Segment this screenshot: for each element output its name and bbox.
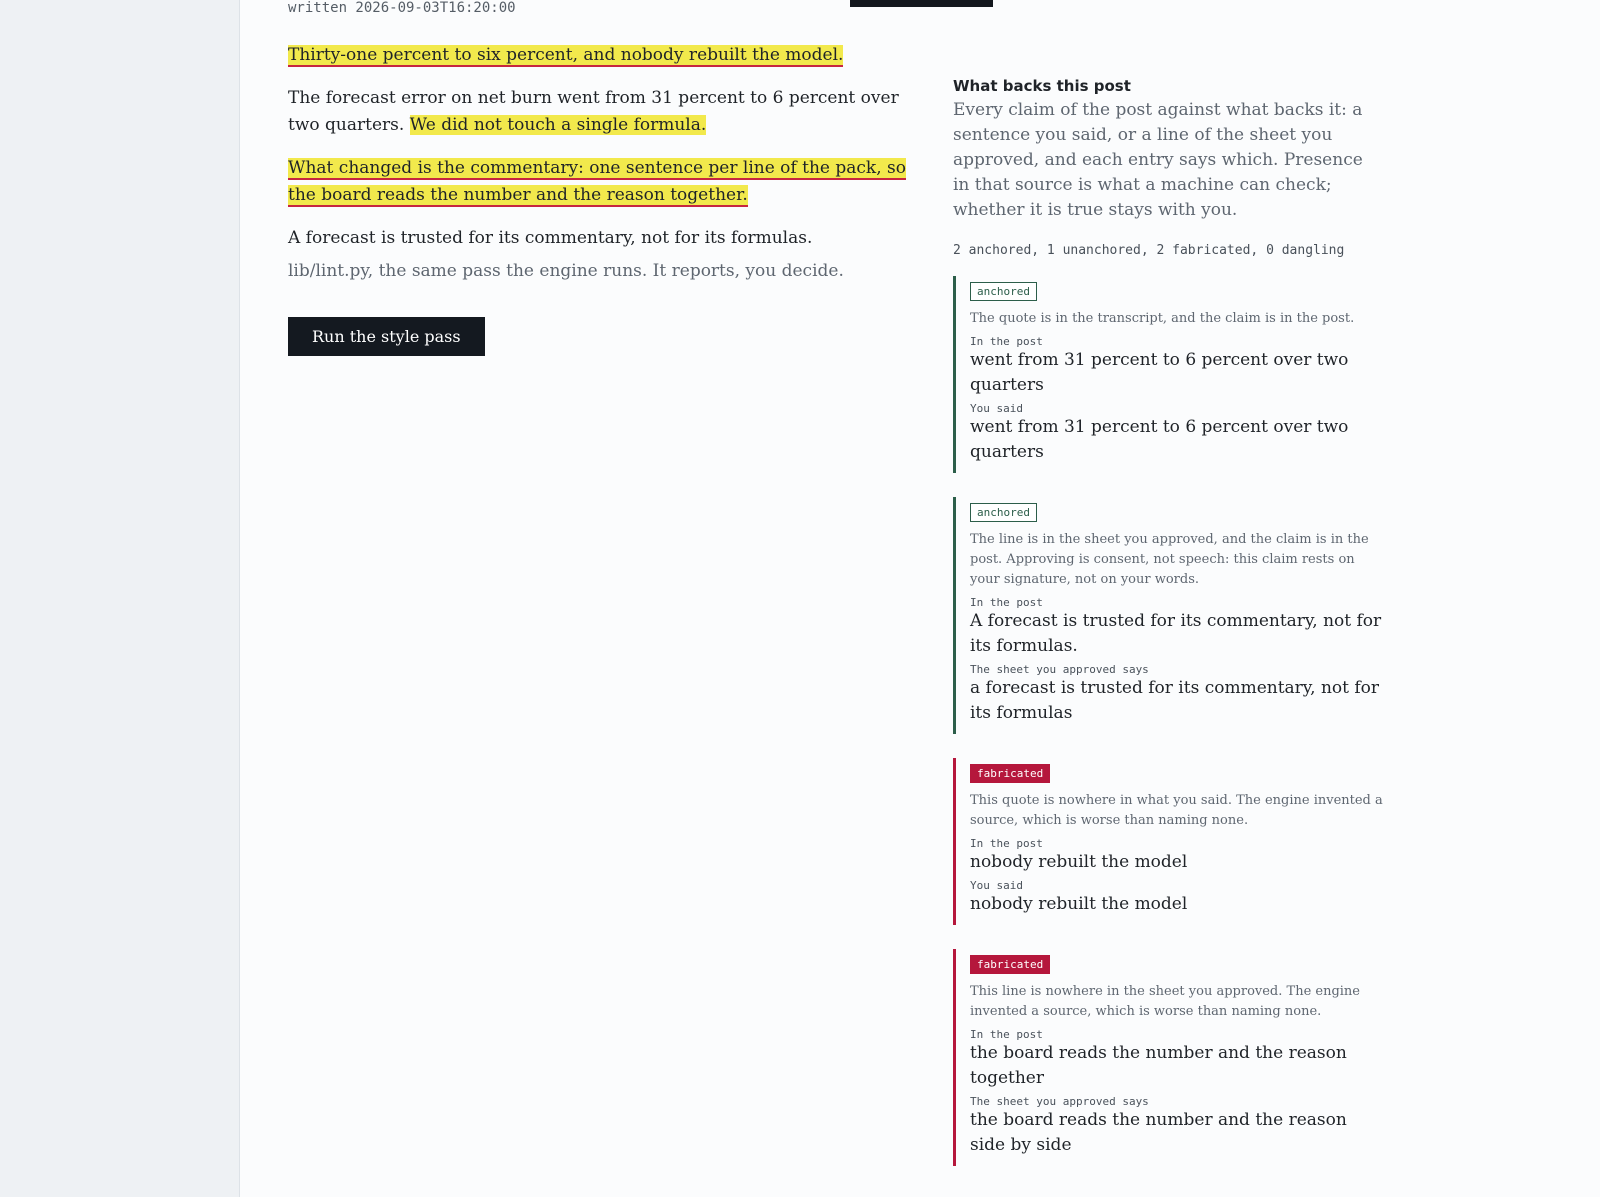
post-paragraph-3: A forecast is trusted for its commentary, not for its formulas. xyxy=(288,228,813,248)
post-headline xyxy=(288,42,906,69)
entry-explanation: The line is in the sheet you approved, and the claim is in the post. Approving is consent, not speech: this claim rests on your signature, not on your words. xyxy=(970,532,1369,587)
run-style-pass-button[interactable]: Run the style pass xyxy=(288,317,485,356)
claim-entry xyxy=(953,949,1383,1166)
source-quote: nobody rebuilt the model xyxy=(970,894,1188,914)
source-quote: went from 31 percent to 6 percent over two quarters xyxy=(970,417,1349,462)
top-bar xyxy=(850,0,993,7)
entry-explanation: The quote is in the transcript, and the claim is in the post. xyxy=(970,311,1355,326)
fabricated-highlight[interactable]: Thirty-one percent to six percent, and nobody rebuilt the model. xyxy=(288,45,844,65)
post-paragraph-2 xyxy=(288,155,906,209)
post-label: In the post xyxy=(970,596,1043,609)
written-timestamp: written 2026-09-03T16:20:00 xyxy=(288,0,516,16)
fabricated-badge: fabricated xyxy=(970,764,1050,783)
backing-panel xyxy=(953,77,1383,1190)
lint-note: lib/lint.py, the same pass the engine runs. It reports, you decide. xyxy=(288,261,844,281)
claim-entry xyxy=(953,497,1383,734)
claim-entry xyxy=(953,276,1383,473)
post-quote: went from 31 percent to 6 percent over two quarters xyxy=(970,350,1349,395)
panel-heading: What backs this post xyxy=(953,77,1131,95)
claim-counts: 2 anchored, 1 unanchored, 2 fabricated, 0 dangling xyxy=(953,243,1345,258)
source-label: The sheet you approved says xyxy=(970,1095,1149,1108)
anchored-badge: anchored xyxy=(970,282,1037,301)
post-quote: the board reads the number and the reason together xyxy=(970,1043,1347,1088)
fabricated-highlight[interactable]: What changed is the commentary: one sentence per line of the pack, so the board reads the number and the reason together. xyxy=(288,158,906,205)
entry-explanation: This quote is nowhere in what you said. The engine invented a source, which is worse than naming none. xyxy=(970,793,1383,828)
claim-entry xyxy=(953,758,1383,925)
panel-intro: Every claim of the post against what backs it: a sentence you said, or a line of the sheet you approved, and each entry says which. Presence in that source is what a machine can check; whether it is true stays with you. xyxy=(953,100,1363,220)
post-sentence: The forecast error on net burn went from 31 percent to 6 percent over two quarters. xyxy=(288,88,899,135)
post-quote: nobody rebuilt the model xyxy=(970,852,1188,872)
source-label: The sheet you approved says xyxy=(970,663,1149,676)
unanchored-highlight[interactable]: We did not touch a single formula. xyxy=(409,115,707,135)
post-paragraph-1 xyxy=(288,85,906,139)
post-label: In the post xyxy=(970,1028,1043,1041)
post-quote: A forecast is trusted for its commentary, not for its formulas. xyxy=(970,611,1382,656)
post-label: In the post xyxy=(970,837,1043,850)
fabricated-badge: fabricated xyxy=(970,955,1050,974)
source-quote: a forecast is trusted for its commentary, not for its formulas xyxy=(970,678,1380,723)
source-label: You said xyxy=(970,879,1023,892)
entry-explanation: This line is nowhere in the sheet you approved. The engine invented a source, which is worse than naming none. xyxy=(970,984,1360,1019)
post-body xyxy=(288,42,906,356)
source-quote: the board reads the number and the reason side by side xyxy=(970,1110,1347,1155)
sidebar xyxy=(0,0,240,1197)
post-label: In the post xyxy=(970,335,1043,348)
source-label: You said xyxy=(970,402,1023,415)
anchored-badge: anchored xyxy=(970,503,1037,522)
